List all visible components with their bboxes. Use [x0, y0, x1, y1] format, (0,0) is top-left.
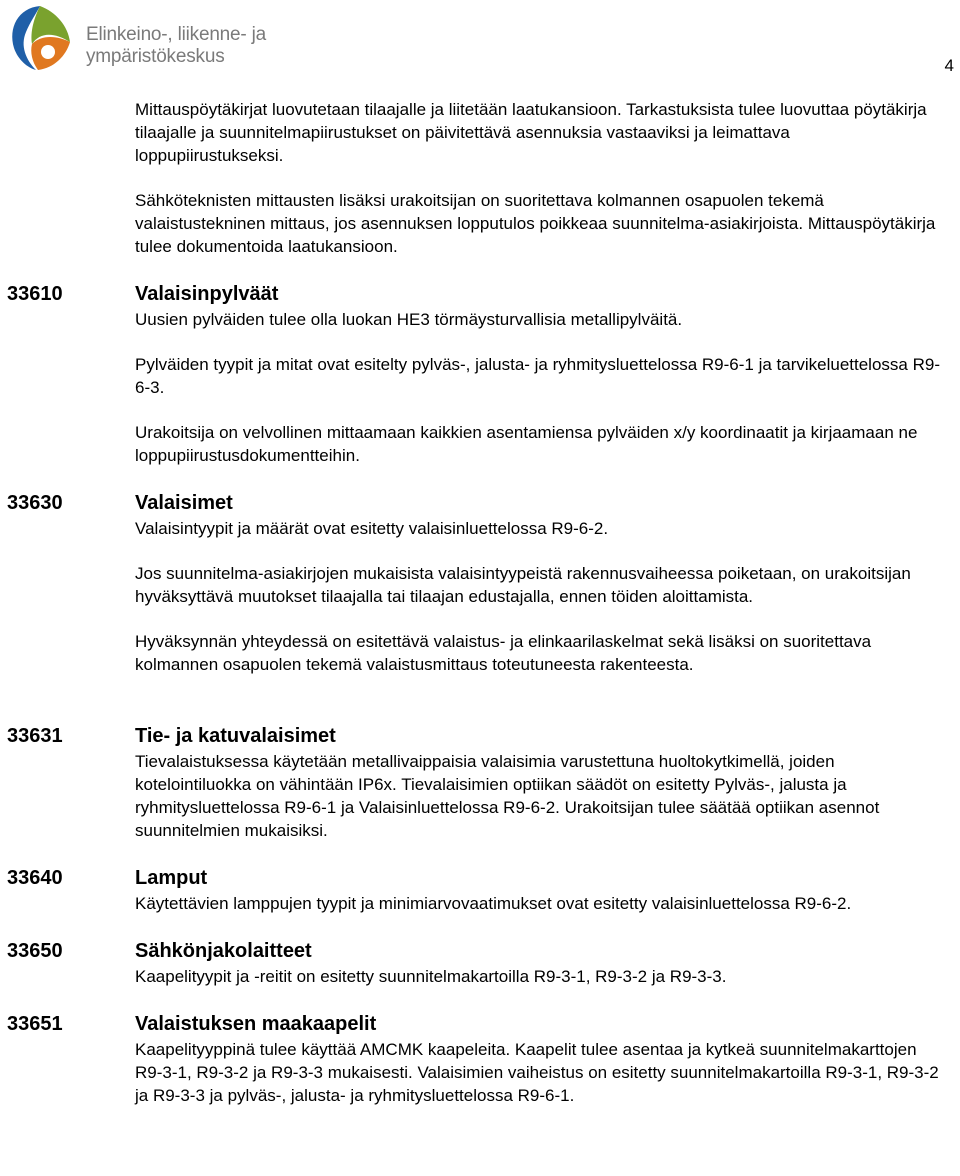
intro-paragraph-1: Mittauspöytäkirjat luovutetaan tilaajalle ja liitetään laatukansioon. Tarkastuksista tulee luovuttaa pöytäkirja tilaajalle ja suunnitelmapiirustukset on päivitettävä asennuksia vastaaviksi ja leimattava loppupiirustukseksi.	[135, 100, 927, 165]
section-title: Valaisinpylväät	[135, 283, 279, 305]
section-number: 33640	[7, 867, 63, 889]
section-heading	[0, 280, 960, 308]
section-heading	[0, 937, 960, 965]
section-title: Tie- ja katuvalaisimet	[135, 725, 336, 747]
section-paragraph: Valaisintyypit ja määrät ovat esitetty valaisinluettelossa R9-6-2.	[135, 519, 609, 538]
section-33630	[0, 489, 960, 676]
section-title: Lamput	[135, 867, 208, 889]
section-number: 33610	[7, 283, 63, 305]
section-number: 33650	[7, 940, 63, 962]
section-title: Valaisimet	[135, 492, 233, 514]
page-number: 4	[944, 56, 954, 75]
section-title: Valaistuksen maakaapelit	[135, 1013, 377, 1035]
section-paragraph: Uusien pylväiden tulee olla luokan HE3 törmäysturvallisia metallipylväitä.	[135, 310, 683, 329]
section-33650	[0, 937, 960, 988]
section-heading	[0, 722, 960, 750]
section-33640	[0, 864, 960, 915]
section-number: 33630	[7, 492, 63, 514]
section-paragraph: Jos suunnitelma-asiakirjojen mukaisista valaisintyypeistä rakennusvaiheessa poiketaan, on urakoitsijan hyväksyttävä muutokset tilaajalla tai tilaajan edustajalla, ennen töiden aloittamista.	[135, 564, 911, 606]
section-number: 33631	[7, 725, 63, 747]
organization-name-line1: Elinkeino-, liikenne- ja	[86, 24, 267, 45]
section-heading	[0, 864, 960, 892]
section-paragraph: Pylväiden tyypit ja mitat ovat esitelty pylväs-, jalusta- ja ryhmitysluettelossa R9-6-1 ja tarvikeluettelossa R9-6-3.	[135, 355, 940, 397]
section-paragraph: Tievalaistuksessa käytetään metallivaippaisia valaisimia varustettuna huoltokytkimellä, joiden kotelointiluokka on vähintään IP6x. Tievalaisimien optiikan säädöt on esitetty Pylväs-, jalusta ja ryhmitysluettelossa R9-6-1 ja Valaisinluettelossa R9-6-2. Urakoitsijan tulee säätää optiikan asennot suunnitelmien mukaisiksi.	[135, 752, 880, 840]
section-paragraph: Urakoitsija on velvollinen mittaamaan kaikkien asentamiensa pylväiden x/y koordinaatit ja kirjaamaan ne loppupiirustusdokumentteihin.	[135, 423, 918, 465]
ely-centre-logo	[4, 2, 76, 74]
section-paragraph: Hyväksynnän yhteydessä on esitettävä valaistus- ja elinkaarilaskelmat sekä lisäksi on suoritettava kolmannen osapuolen tekemä valaistusmittaus toteutuneesta rakenteesta.	[135, 632, 872, 674]
section-33651	[0, 1010, 960, 1107]
organization-name-line2: ympäristökeskus	[86, 46, 225, 67]
section-33631	[0, 722, 960, 842]
section-paragraph: Kaapelityypit ja -reitit on esitetty suunnitelmakartoilla R9-3-1, R9-3-2 ja R9-3-3.	[135, 967, 727, 986]
section-number: 33651	[7, 1013, 63, 1035]
section-title: Sähkönjakolaitteet	[135, 940, 312, 962]
section-33610	[0, 280, 960, 467]
section-heading	[0, 489, 960, 517]
document-body	[0, 98, 960, 1129]
spacer	[0, 698, 960, 722]
section-heading	[0, 1010, 960, 1038]
organization-name	[86, 24, 266, 68]
section-paragraph: Käytettävien lamppujen tyypit ja minimiarvovaatimukset ovat esitetty valaisinluettelossa R9-6-2.	[135, 894, 852, 913]
intro-paragraph-2: Sähköteknisten mittausten lisäksi urakoitsijan on suoritettava kolmannen osapuolen tekemä valaistustekninen mittaus, jos asennuksen lopputulos poikkeaa suunnitelma-asiakirjoista. Mittauspöytäkirja tulee dokumentoida laatukansioon.	[135, 191, 936, 256]
section-paragraph: Kaapelityyppinä tulee käyttää AMCMK kaapeleita. Kaapelit tulee asentaa ja kytkeä suunnitelmakarttojen R9-3-1, R9-3-2 ja R9-3-3 mukaisesti. Valaisimien vaiheistus on esitetty suunnitelmakartoilla R9-3-1, R9-3-2 ja R9-3-3 ja pylväs-, jalusta- ja ryhmitysluettelossa R9-6-1.	[135, 1040, 939, 1105]
page-header	[0, 0, 960, 78]
